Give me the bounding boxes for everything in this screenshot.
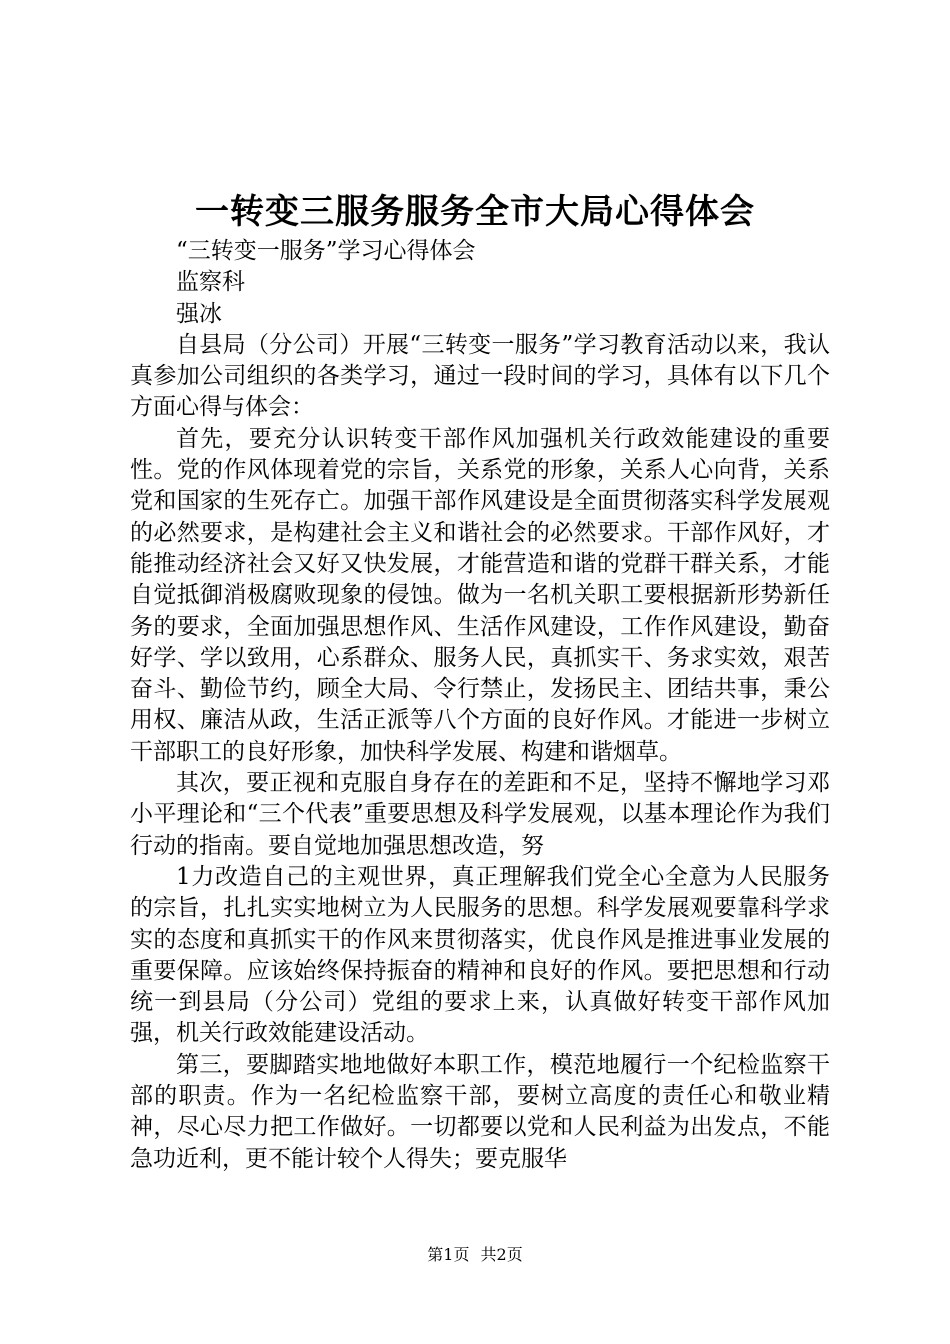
first-point-paragraph: 首先，要充分认识转变干部作风加强机关行政效能建设的重要性。党的作风体现着党的宗旨，关系党的形象，关系人心向背，关系党和国家的生死存亡。加强干部作风建设是全面贯彻落实科学发展观的必然要求，是构建社会主义和谐社会的必然要求。干部作风好，才能推动经济社会又好又快发展，才能营造和谐的党群干群关系，才能自觉抵御消极腐败现象的侵蚀。做为一名机关职工要根据新形势新任务的要求，全面加强思想作风、生活作风建设，工作作风建设，勤奋好学、学以致用，心系群众、服务人民，真抓实干、务求实效，艰苦奋斗、勤俭节约，顾全大局、令行禁止，发扬民主、团结共事，秉公用权、廉洁从政，生活正派等八个方面的良好作风。才能进一步树立干部职工的良好形象，加快科学发展、构建和谐烟草。 [130, 425, 830, 765]
intro-paragraph: 自县局（分公司）开展“三转变一服务”学习教育活动以来，我认真参加公司组织的各类学习，通过一段时间的学习，具体有以下几个方面心得与体会： [130, 331, 830, 421]
document-body [130, 236, 830, 1175]
document-title: 一转变三服务服务全市大局心得体会 [195, 192, 755, 232]
subtitle-paragraph: “三转变一服务”学习心得体会 [176, 238, 476, 264]
second-point-paragraph: 其次，要正视和克服自身存在的差距和不足，坚持不懈地学习邓小平理论和“三个代表”重要思想及科学发展观，以基本理论作为我们行动的指南。要自觉地加强思想改造，努 [130, 770, 830, 859]
third-point-paragraph: 第三，要脚踏实地地做好本职工作，模范地履行一个纪检监察干部的职责。作为一名纪检监察干部，要树立高度的责任心和敬业精神，尽心尽力把工作做好。一切都要以党和人民利益为出发点，不能急功近利，更不能计较个人得失；要克服华 [130, 1051, 830, 1172]
continuation-paragraph: 1力改造自己的主观世界，真正理解我们党全心全意为人民服务的宗旨，扎扎实实地树立为人民服务的思想。科学发展观要靠科学求实的态度和真抓实干的作风来贯彻落实，优良作风是推进事业发展的重要保障。应该始终保持振奋的精神和良好的作风。要把思想和行动统一到县局（分公司）党组的要求上来，认真做好转变干部作风加强，机关行政效能建设活动。 [130, 863, 830, 1047]
author-paragraph: 强冰 [176, 300, 222, 327]
page-footer [0, 1242, 950, 1265]
department-paragraph: 监察科 [176, 269, 245, 296]
page-number: 第1页 [427, 1245, 470, 1264]
page-total: 共2页 [480, 1245, 523, 1264]
